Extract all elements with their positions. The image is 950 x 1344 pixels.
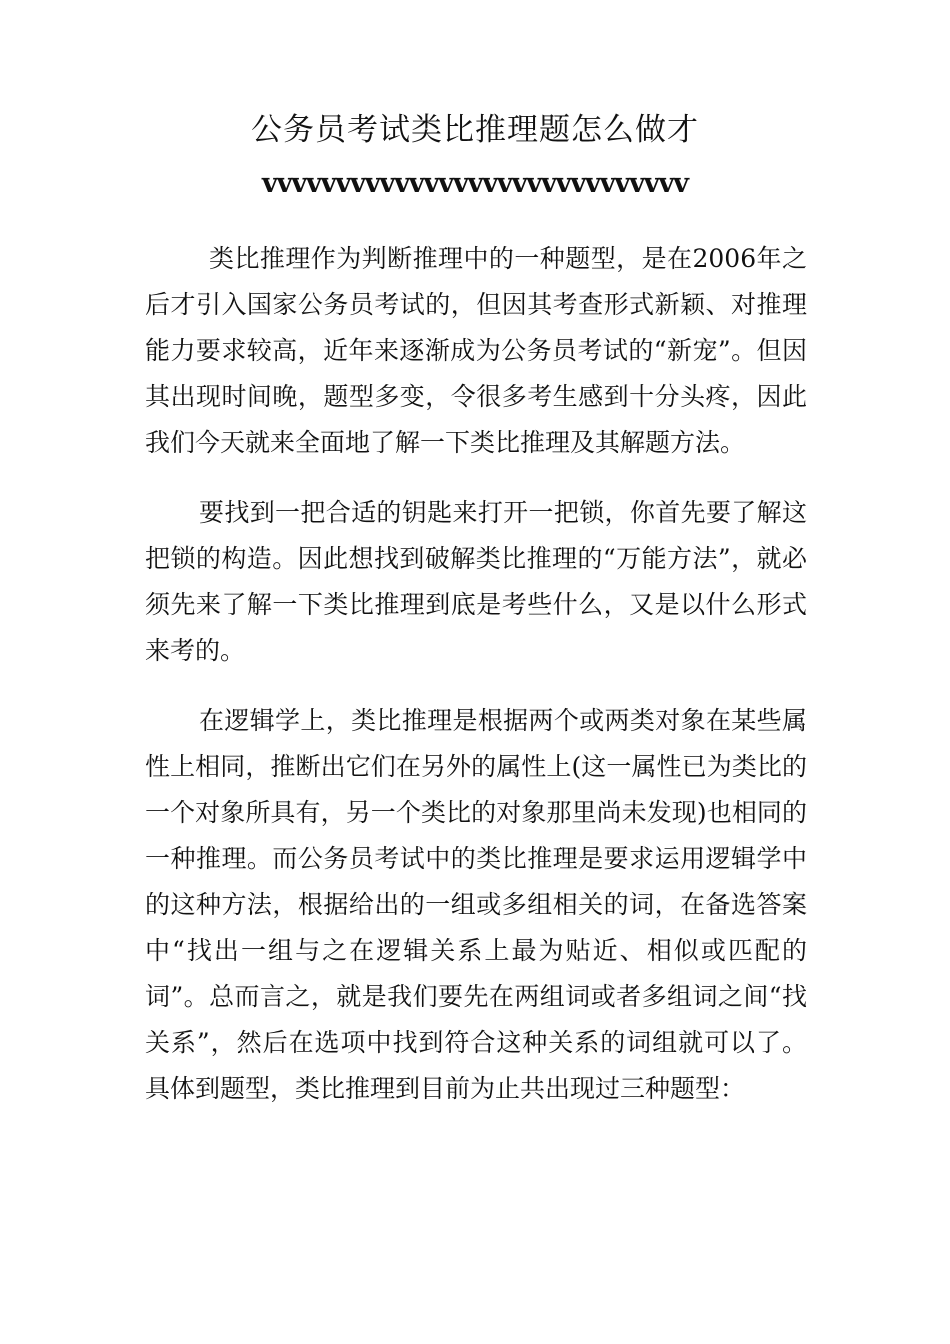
document-title-continuation: vvvvvvvvvvvvvvvvvvvvvvvvvvvvv: [262, 168, 688, 199]
document-title: 公务员考试类比推理题怎么做才: [251, 112, 699, 148]
paragraph-3: 在逻辑学上，类比推理是根据两个或两类对象在某些属性上相同，推断出它们在另外的属性上(这一属性已为类比的一个对象所具有，另一个类比的对象那里尚未发现)也相同的一种推理。而公务员考试中的类比推理是要求运用逻辑学中的这种方法，根据给出的一组或多组相关的词，在备选答案中“找出一组与之在逻辑关系上最为贴近、相似或匹配的词”。总而言之，就是我们要先在两组词或者多组词之间“找关系”，然后在选项中找到符合这种关系的词组就可以了。具体到题型，类比推理到目前为止共出现过三种题型：: [145, 706, 807, 1103]
document-body: [145, 236, 807, 1136]
paragraph-2: 要找到一把合适的钥匙来打开一把锁，你首先要了解这把锁的构造。因此想找到破解类比推理的“万能方法”，就必须先来了解一下类比推理到底是考些什么，又是以什么形式来考的。: [145, 498, 807, 665]
paragraph-1: 类比推理作为判断推理中的一种题型，是在2006年之后才引入国家公务员考试的，但因其考查形式新颖、对推理能力要求较高，近年来逐渐成为公务员考试的“新宠”。但因其出现时间晚，题型多变，令很多考生感到十分头疼，因此我们今天就来全面地了解一下类比推理及其解题方法。: [145, 244, 807, 457]
